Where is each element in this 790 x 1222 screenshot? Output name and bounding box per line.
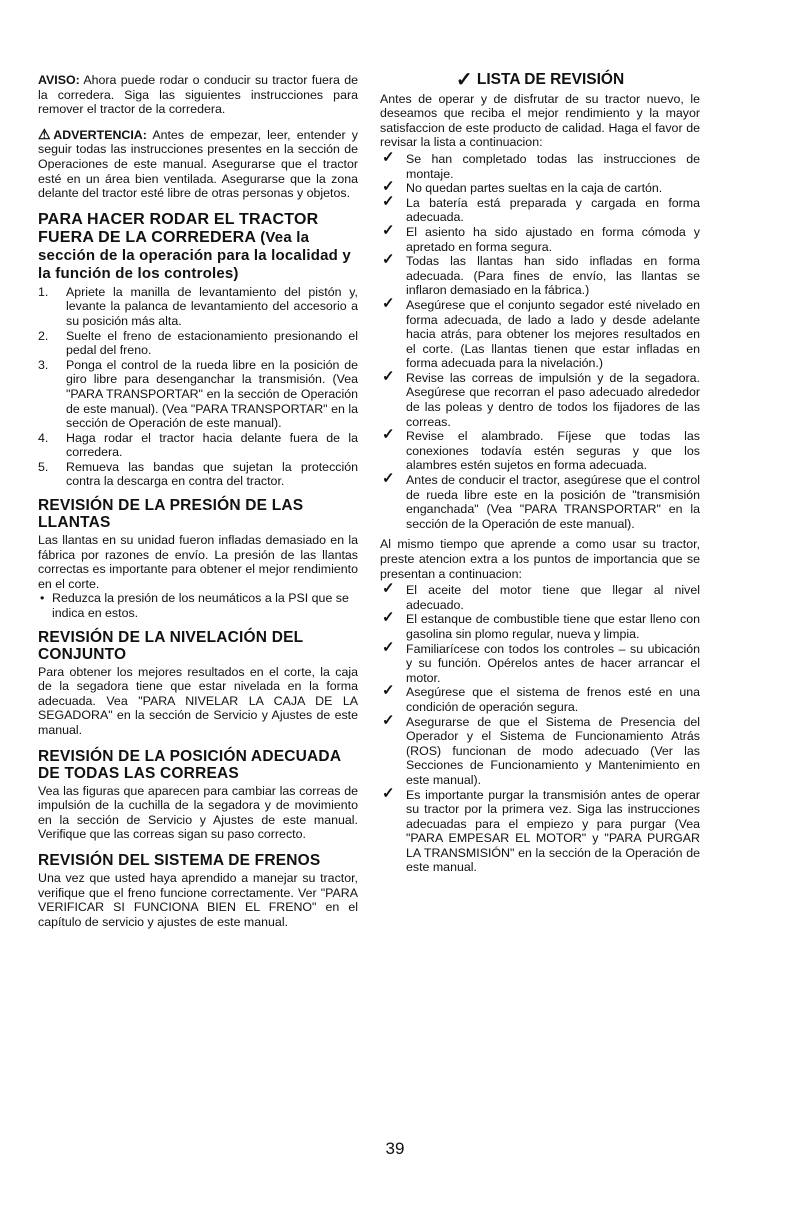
checklist-item-text: El aceite del motor tiene que llegar al nivel adecuado. [406, 583, 700, 612]
presion-bullet: • Reduzca la presión de los neumáticos a la PSI que se indica en estos. [38, 591, 358, 620]
checklist-item [380, 609, 700, 641]
checklist-item-text: La batería está preparada y cargada en forma adecuada. [406, 195, 700, 225]
checkmark-icon: ✓ [455, 69, 473, 91]
checklist-item [380, 580, 700, 612]
checkmark-icon: ✓ [382, 294, 395, 312]
checklist-item-text: Se han completado todas las instrucciones de montaje. [406, 151, 700, 181]
checklist-heading [380, 69, 700, 91]
checklist-item-text: Asegurarse de que el Sistema de Presencia del Operador y el Sistema de Funcionamiento Atrás (ROS) funcionan de modo adecuado (Ver las Secciones de Funcionamiento y Mantenimiento en este manual). [406, 714, 700, 787]
checklist-item [380, 470, 700, 531]
aviso-text: Ahora puede rodar o conducir su tractor fuera de la corredera. Siga las siguientes instrucciones para remover el tractor de la corredera. [38, 73, 359, 117]
checklist-item-text: Antes de conducir el tractor, asegúrese que el control de rueda libre este en la posición de "transmisión enganchada" (Vea "PARA TRANSPORTAR" en la sección de la Operación de este manual). [406, 473, 700, 531]
step-text: Ponga el control de la rueda libre en la posición de giro libre para desenganchar la transmisión. (Vea "PARA TRANSPORTAR" en la sección de Operación de este manual). (Vea "PARA TRANSPORTAR" en la sección de Operación de este manual). [66, 357, 358, 431]
rodar-title: PARA HACER RODAR EL TRACTOR FUERA DE LA CORREDERA [38, 210, 319, 246]
checkmark-icon: ✓ [382, 148, 395, 166]
aviso-label: AVISO: [38, 73, 80, 87]
step-number: 4. [38, 430, 49, 445]
step-text: Apriete la manilla de levantamiento del pistón y, levante la palanca de levantamiento del accesorio a su posición más alta. [66, 284, 358, 328]
checklist-items [380, 148, 700, 531]
checkmark-icon: ✓ [382, 580, 395, 598]
advertencia-label: ADVERTENCIA: [53, 127, 147, 142]
correas-heading: REVISIÓN DE LA POSICIÓN ADECUADA DE TODAS LAS CORREAS [38, 747, 341, 782]
checklist-intro: Antes de operar y de disfrutar de su tractor nuevo, le deseamos que reciba el mejor rendimiento y la mayor satisfaccion de este producto de calidad. Haga el favor de revisar la lista a continuacion: [380, 91, 700, 150]
checklist-item-text: El asiento ha sido ajustado en forma cómoda y apretado en forma segura. [406, 224, 700, 254]
checkmark-icon: ✓ [382, 784, 395, 802]
rodar-step [38, 431, 358, 460]
advertencia-text: Antes de empezar, leer, entender y seguir todas las instrucciones presentes en la sección de Operaciones de este manual. Asegurarse que el tractor esté en un área bien ventilada. Asegurarse que la zona delante del tractor esté libre de otras personas y objetos. [38, 127, 358, 201]
rodar-step [38, 329, 358, 358]
checklist-item [380, 294, 700, 371]
checkmark-icon: ✓ [382, 638, 395, 656]
checkmark-icon: ✓ [382, 192, 395, 210]
checkmark-icon: ✓ [382, 470, 395, 488]
checklist-item [380, 367, 700, 429]
rodar-step [38, 285, 358, 329]
rodar-subtitle: (Vea la sección de la operación para la localidad y la función de los controles) [38, 228, 351, 282]
step-number: 2. [38, 328, 49, 343]
presion-text: Las llantas en su unidad fueron infladas demasiado en la fábrica por razones de envío. La presión de las llantas correctas es importante para obtener el mejor rendimiento en el corte. [38, 533, 358, 591]
checklist-item [380, 221, 700, 254]
checklist-item-text: No quedan partes sueltas en la caja de cartón. [406, 181, 663, 196]
checkmark-icon: ✓ [382, 711, 395, 729]
checklist-item-text: El estanque de combustible tiene que estar lleno con gasolina sin plomo regular, nueva y limpia. [406, 612, 700, 641]
step-text: Remueva las bandas que sujetan la protección contra la descarga en contra del tractor. [66, 459, 358, 489]
checklist-item [380, 192, 700, 225]
checklist-item-text: Familiarícese con todos los controles – su ubicación y su función. Opérelos antes de hacer arrancar el motor. [406, 641, 700, 685]
correas-text: Vea las figuras que aparecen para cambiar las correas de impulsión de la cuchilla de la segadora y de movimiento en la sección de Servicio y Ajustes de este manual. Verifique que las correas sigan su paso correcto. [38, 783, 358, 842]
checklist-item-text: Todas las llantas han sido infladas en forma adecuada. (Para fines de envío, las llantas se inflaron demasiado en la fábrica.) [406, 254, 700, 298]
checklist-item [380, 638, 700, 686]
checklist-item-text: Es importante purgar la transmisión antes de operar su tractor por la primera vez. Siga las instrucciones adecuadas para el empiezo y para purgar (Vea "PARA EMPESAR EL MOTOR" y "PARA PURGAR LA TRANSMISIÓN" en la sección de la Operación de este manual. [406, 787, 700, 875]
checklist-item [380, 711, 700, 788]
step-text: Suelte el freno de estacionamiento presionando el pedal del freno. [66, 328, 358, 358]
step-number: 5. [38, 459, 49, 474]
checklist-items-2 [380, 580, 700, 875]
step-text: Haga rodar el tractor hacia delante fuera de la corredera. [66, 430, 358, 460]
step-number: 1. [38, 284, 49, 299]
checkmark-icon: ✓ [382, 367, 395, 385]
rodar-step [38, 460, 358, 489]
left-column [38, 73, 358, 939]
page-number: 39 [385, 1139, 405, 1158]
frenos-heading: REVISIÓN DEL SISTEMA DE FRENOS [38, 851, 321, 869]
rodar-steps-list [38, 285, 358, 489]
checkmark-icon: ✓ [382, 682, 395, 700]
step-number: 3. [38, 357, 49, 372]
checkmark-icon: ✓ [382, 426, 395, 444]
checklist-item [380, 426, 700, 473]
checklist-item [380, 178, 700, 196]
checklist-item [380, 784, 700, 876]
checklist-item [380, 148, 700, 181]
checkmark-icon: ✓ [382, 178, 395, 196]
checklist-item-text: Revise las correas de impulsión y de la segadora. Asegúrese que recorran el paso adecuado alrededor de las poleas y dentro de todos los fijadores de las correas. [406, 370, 700, 429]
advertencia-note [38, 127, 358, 201]
warning-icon: ⚠ [38, 125, 54, 142]
checklist-item-text: Asegúrese que el sistema de frenos esté en una condición de operación segura. [406, 685, 700, 714]
presion-bullets [38, 591, 358, 620]
checklist-item [380, 682, 700, 714]
checklist-intro-2: Al mismo tiempo que aprende a como usar su tractor, preste atencion extra a los puntos de importancia que se presentan a continuacion: [380, 537, 700, 581]
checkmark-icon: ✓ [382, 609, 395, 627]
checklist-title: LISTA DE REVISIÓN [476, 71, 625, 88]
nivelacion-text: Para obtener los mejores resultados en el corte, la caja de la segadora tiene que estar nivelada en la forma adecuada. Vea "PARA NIVELAR LA CAJA DE LA SEGADORA" en la sección de Servicio y Ajustes de este manual. [38, 664, 358, 737]
right-column [380, 69, 700, 881]
nivelacion-heading: REVISIÓN DE LA NIVELACIÓN DEL CONJUNTO [38, 628, 304, 663]
rodar-heading [38, 211, 358, 283]
checklist-item [380, 251, 700, 298]
aviso-note [38, 73, 358, 117]
checkmark-icon: ✓ [382, 221, 395, 239]
frenos-text: Una vez que usted haya aprendido a manejar su tractor, verifique que el freno funcione correctamente. Ver "PARA VERIFICAR SI FUNCIONA BIEN EL FRENO" en el capítulo de servicio y ajustes de este manual. [38, 870, 358, 929]
checklist-item-text: Asegúrese que el conjunto segador esté nivelado en forma adecuada, de lado a lado y desde adelante hacia atrás, para obtener los mejores resultados en el corte. (Las llantas tienen que estar infladas en forma adecuada para la nivelación.) [406, 297, 700, 371]
checklist-item-text: Revise el alambrado. Fíjese que todas las conexiones todavía estén seguras y que los alambres estén sujetos en forma adecuada. [406, 429, 700, 473]
rodar-step [38, 358, 358, 431]
presion-heading: REVISIÓN DE LA PRESIÓN DE LAS LLANTAS [38, 497, 304, 532]
checkmark-icon: ✓ [382, 251, 395, 269]
